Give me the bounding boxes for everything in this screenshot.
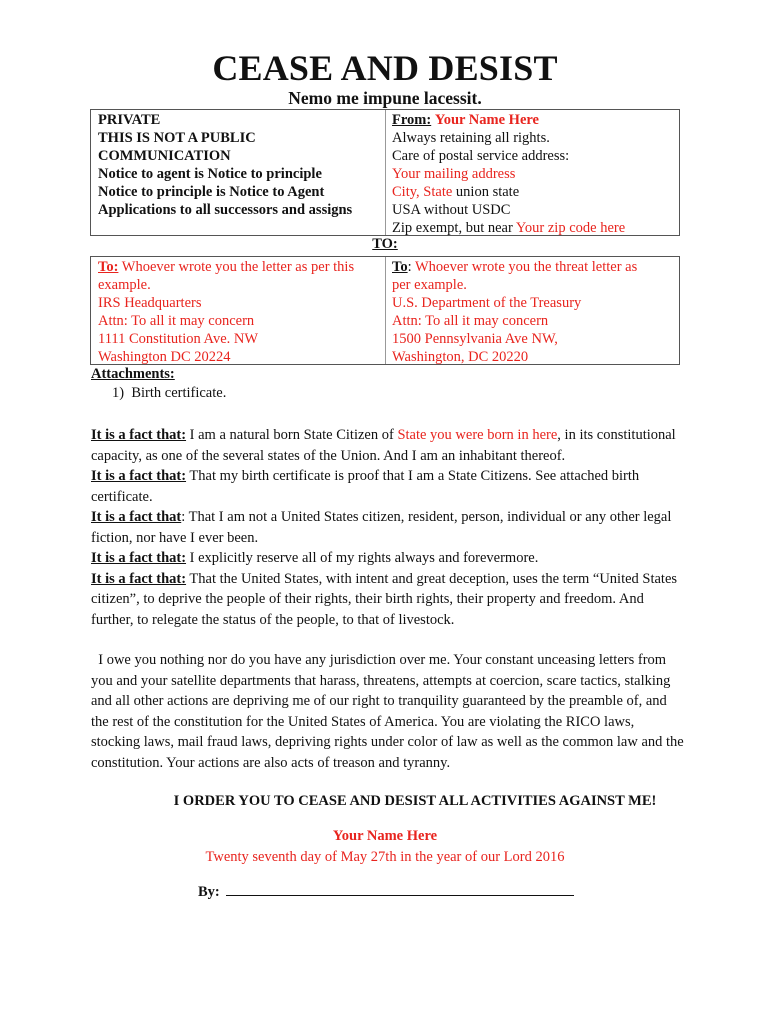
zip-prefix: Zip exempt, but near (392, 220, 516, 236)
from-label: From: (392, 112, 432, 128)
from-line (392, 111, 677, 129)
fact-item (91, 425, 686, 466)
notice-line: Applications to all successors and assigns (98, 202, 353, 218)
to-left-line: 1111 Constitution Ave. NW (98, 331, 259, 347)
fact-label: It is a fact that (91, 509, 182, 525)
to-left-text: Whoever wrote you the letter as per this (118, 259, 355, 275)
signature-date: Twenty seventh day of May 27th in the year of our Lord 2016 (205, 849, 565, 865)
fact-label: It is a fact that: (91, 427, 187, 443)
to-right-line: 1500 Pennsylvania Ave NW, (392, 331, 558, 347)
to-left-line: example. (98, 277, 151, 293)
to-right-line (392, 258, 677, 276)
notice-line: COMMUNICATION (98, 148, 231, 164)
to-left-label: To: (98, 259, 119, 275)
from-mailing: Your mailing address (392, 166, 516, 182)
to-right-block (392, 258, 677, 366)
from-state: State (423, 184, 453, 200)
from-block (392, 111, 677, 237)
private-notice (98, 111, 388, 219)
to-left-line: Washington DC 20224 (98, 349, 231, 365)
to-left-line: Attn: To all it may concern (98, 313, 255, 329)
attachments-label: Attachments: (91, 366, 175, 382)
header-divider (385, 110, 386, 235)
signature-blank (226, 881, 574, 896)
from-zip-line (392, 219, 677, 237)
order-statement: I ORDER YOU TO CEASE AND DESIST ALL ACTIVITIES AGAINST ME! (173, 793, 657, 809)
notice-line: PRIVATE (98, 112, 161, 128)
fact-item (91, 466, 686, 507)
fact-text: I explicitly reserve all of my rights always and forevermore. (186, 550, 539, 566)
zip-code: Your zip code here (515, 220, 626, 236)
from-comma: , (416, 184, 424, 200)
fact-text: That the United States, with intent and great deception, uses the term “United States citizen”, to deprive the people of their rights, their birth rights, their property and freedom. And further, to relegate the status of the people, to that of livestock. (91, 570, 678, 628)
to-right-colon: : (407, 259, 412, 275)
fact-item (91, 569, 686, 631)
fact-label: It is a fact that: (91, 468, 187, 484)
to-right-label: To (392, 259, 408, 275)
fact-text: , in its constitutional capacity, as one of the several states of the Union. And I am an inhabitant thereof. (91, 427, 676, 464)
from-line: USA without USDC (392, 202, 511, 218)
to-left-line: IRS Headquarters (98, 295, 202, 311)
notice-line: Notice to agent is Notice to principle (98, 166, 322, 182)
from-city: City (392, 184, 417, 200)
from-line: Always retaining all rights. (392, 130, 550, 146)
fact-text: That my birth certificate is proof that I am a State Citizens. See attached birth certificate. (91, 468, 640, 505)
to-right-line: per example. (392, 277, 467, 293)
signature-name: Your Name Here (332, 828, 438, 844)
fact-text: I am a natural born State Citizen of (186, 427, 398, 443)
from-line: Care of postal service address: (392, 148, 570, 164)
from-city-line (392, 183, 677, 201)
attachment-item: 1) Birth certificate. (112, 385, 227, 401)
notice-line: Notice to principle is Notice to Agent (98, 184, 325, 200)
to-right-line: Attn: To all it may concern (392, 313, 549, 329)
signature-line (198, 881, 574, 901)
notice-line: THIS IS NOT A PUBLIC (98, 130, 256, 146)
to-box (90, 256, 680, 365)
by-label: By: (198, 884, 220, 900)
main-paragraph: I owe you nothing nor do you have any jurisdiction over me. Your constant unceasing letters from you and your satellite departments that harass, threatens, attempts at coercion, scare tactics, stalking and all other actions are depriving me of our right to tranquility guaranteed by the preamble of, and the rest of the constitution for the United States of America. You are violating the RICO laws, stocking laws, mail fraud laws, depriving rights under color of law as well as the common law and the constitution. Your actions are also acts of treason and tyranny. (91, 652, 684, 771)
fact-item (91, 548, 686, 569)
fact-item (91, 507, 686, 548)
fact-label: It is a fact that: (91, 570, 187, 587)
header-box (90, 109, 680, 236)
fact-text: : That I am not a United States citizen, resident, person, individual or any other legal fiction, nor have I ever been. (91, 509, 672, 546)
to-left-line (98, 258, 383, 276)
to-right-line: U.S. Department of the Treasury (392, 295, 582, 311)
to-left-block (98, 258, 383, 366)
motto: Nemo me impune lacessit. (288, 88, 482, 108)
from-name: Your Name Here (434, 112, 539, 128)
to-right-text: Whoever wrote you the threat letter as (411, 259, 638, 275)
to-label: TO: (372, 236, 398, 252)
fact-state: State you were born in here (397, 427, 558, 443)
to-right-line: Washington, DC 20220 (392, 349, 529, 365)
to-divider (385, 257, 386, 364)
page-title: CEASE AND DESIST (212, 48, 558, 88)
attachments (91, 365, 226, 403)
from-union: union state (452, 184, 520, 200)
fact-label: It is a fact that: (91, 550, 187, 566)
facts-section (91, 425, 686, 630)
